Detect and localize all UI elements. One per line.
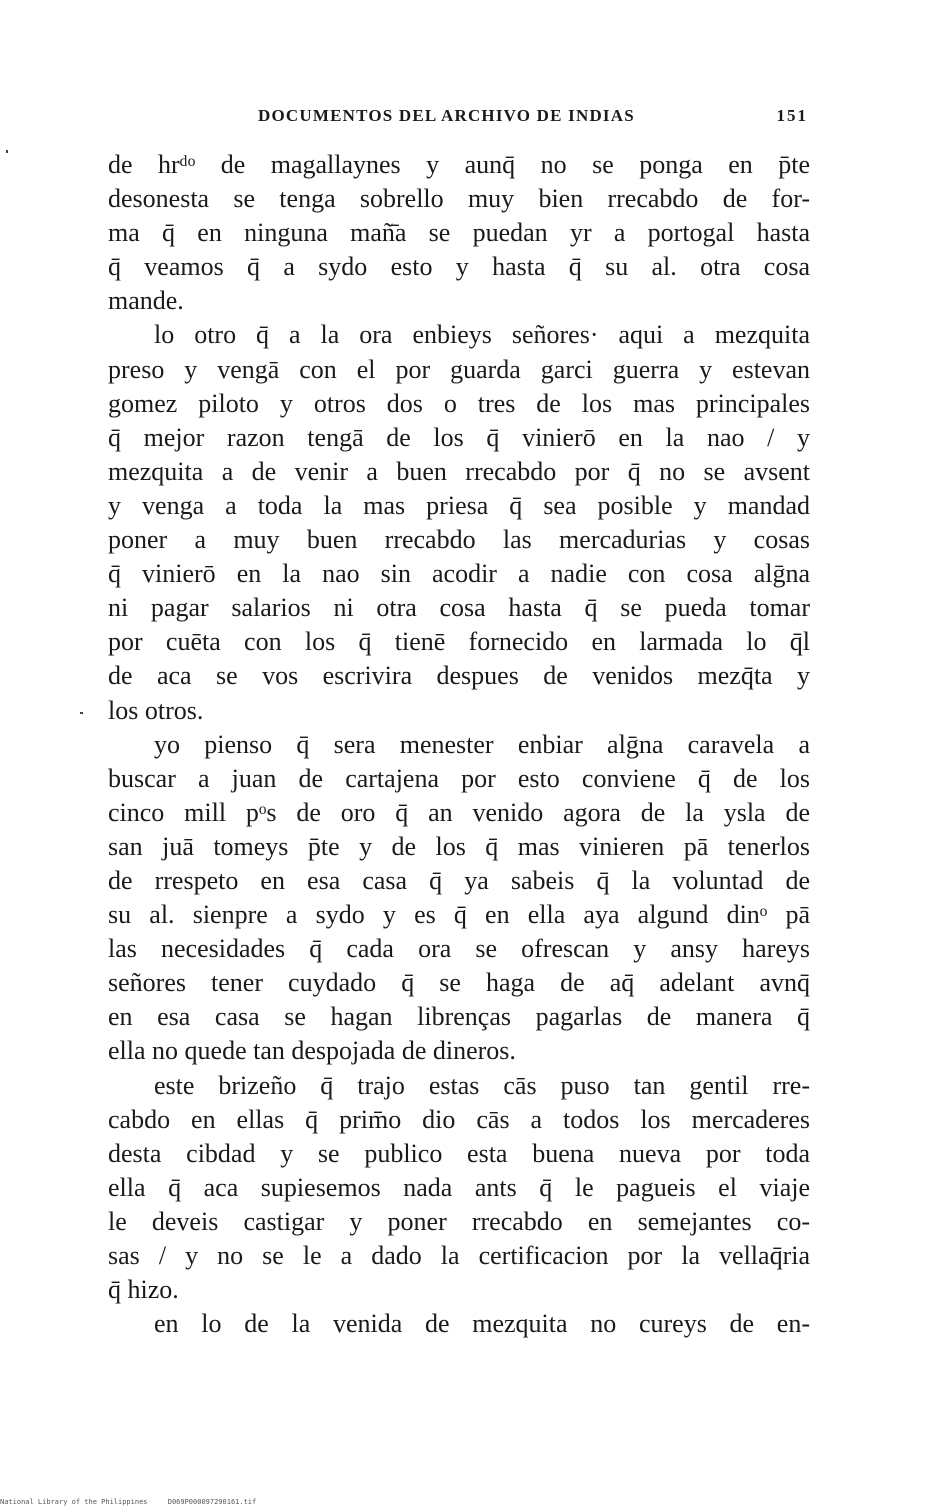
- text-line: yo pienso q̄ sera menester enbiar alḡna caravela a: [154, 729, 810, 759]
- text-line: poner a muy buen rrecabdo las mercadurias y cosas: [108, 525, 810, 555]
- text-line: las necesidades q̄ cada ora se ofrescan y ansy hareys: [108, 934, 810, 964]
- footer-file-id: D069P000097290161.tif: [167, 1498, 257, 1506]
- body-text: [108, 148, 810, 1341]
- scan-speck: [6, 150, 8, 153]
- text-line: en esa casa se hagan librenças pagarlas de manera q̄: [108, 1002, 810, 1032]
- text-line: cinco mill pᵒs de oro q̄ an venido agora de la ysla de: [108, 797, 810, 827]
- footer-library: National Library of the Philippines: [0, 1498, 148, 1506]
- text-line: gomez piloto y otros dos o tres de los mas principales: [108, 388, 810, 418]
- text-line: desonesta se tenga sobrello muy bien rrecabdo de for-: [108, 184, 810, 214]
- text-line: de aca se vos escrivira despues de venidos mezq̄ta y: [108, 661, 810, 691]
- text-line: q̄ veamos q̄ a sydo esto y hasta q̄ su al. otra cosa: [108, 252, 810, 282]
- text-line: de hrᵈᵒ de magallaynes y aunq̄ no se ponga en p̄te: [108, 150, 810, 179]
- text-line: ni pagar salarios ni otra cosa hasta q̄ se pueda tomar: [108, 593, 810, 623]
- text-line: y venga a toda la mas priesa q̄ sea posible y mandad: [108, 490, 810, 520]
- text-line: ella no quede tan despojada de dineros.: [108, 1036, 516, 1066]
- text-line: su al. sienpre a sydo y es q̄ en ella aya algund dinᵒ pā: [108, 900, 810, 930]
- text-line: buscar a juan de cartajena por esto conviene q̄ de los: [108, 763, 810, 793]
- running-header: [258, 106, 808, 132]
- text-line: san juā tomeys p̄te y de los q̄ mas vinieren pā tenerlos: [108, 831, 810, 861]
- text-line: q̄ mejor razon tengā de los q̄ vinierō en la nao / y: [108, 422, 810, 452]
- text-line: los otros.: [108, 695, 204, 725]
- text-line: mande.: [108, 286, 184, 316]
- text-line: desta cibdad y se publico esta buena nueva por toda: [108, 1138, 810, 1168]
- text-line: mezquita a de venir a buen rrecabdo por q̄ no se avsent: [108, 456, 810, 486]
- text-line: ma q̄ en ninguna mañ̄a se puedan yr a portogal hasta: [108, 218, 810, 248]
- text-line: q̄ hizo.: [108, 1275, 179, 1305]
- text-line: cabdo en ellas q̄ prim̄o dio cās a todos los mercaderes: [108, 1104, 810, 1134]
- text-line: q̄ vinierō en la nao sin acodir a nadie con cosa alḡna: [108, 559, 810, 589]
- text-line: ella q̄ aca supiesemos nada ants q̄ le pagueis el viaje: [108, 1172, 810, 1202]
- text-line: por cuēta con los q̄ tienē fornecido en larmada lo q̄l: [108, 627, 810, 657]
- running-title: DOCUMENTOS DEL ARCHIVO DE INDIAS: [258, 106, 635, 125]
- text-line: sas / y no se le a dado la certificacion por la vellaq̄ria: [108, 1241, 810, 1270]
- text-line: en lo de la venida de mezquita no cureys de en-: [154, 1309, 810, 1339]
- page-number: 151: [776, 106, 808, 125]
- text-line: le deveis castigar y poner rrecabdo en semejantes co-: [108, 1206, 810, 1236]
- text-line: de rrespeto en esa casa q̄ ya sabeis q̄ la voluntad de: [108, 865, 810, 895]
- scan-footer: [0, 1498, 272, 1506]
- scan-speck: [80, 712, 83, 714]
- text-line: lo otro q̄ a la ora enbieys señores· aqui a mezquita: [154, 320, 810, 350]
- text-line: preso y vengā con el por guarda garci guerra y estevan: [108, 354, 810, 384]
- text-line: señores tener cuydado q̄ se haga de aq̄ adelant avnq̄: [108, 968, 810, 998]
- text-line: este brizeño q̄ trajo estas cās puso tan gentil rre-: [154, 1070, 810, 1100]
